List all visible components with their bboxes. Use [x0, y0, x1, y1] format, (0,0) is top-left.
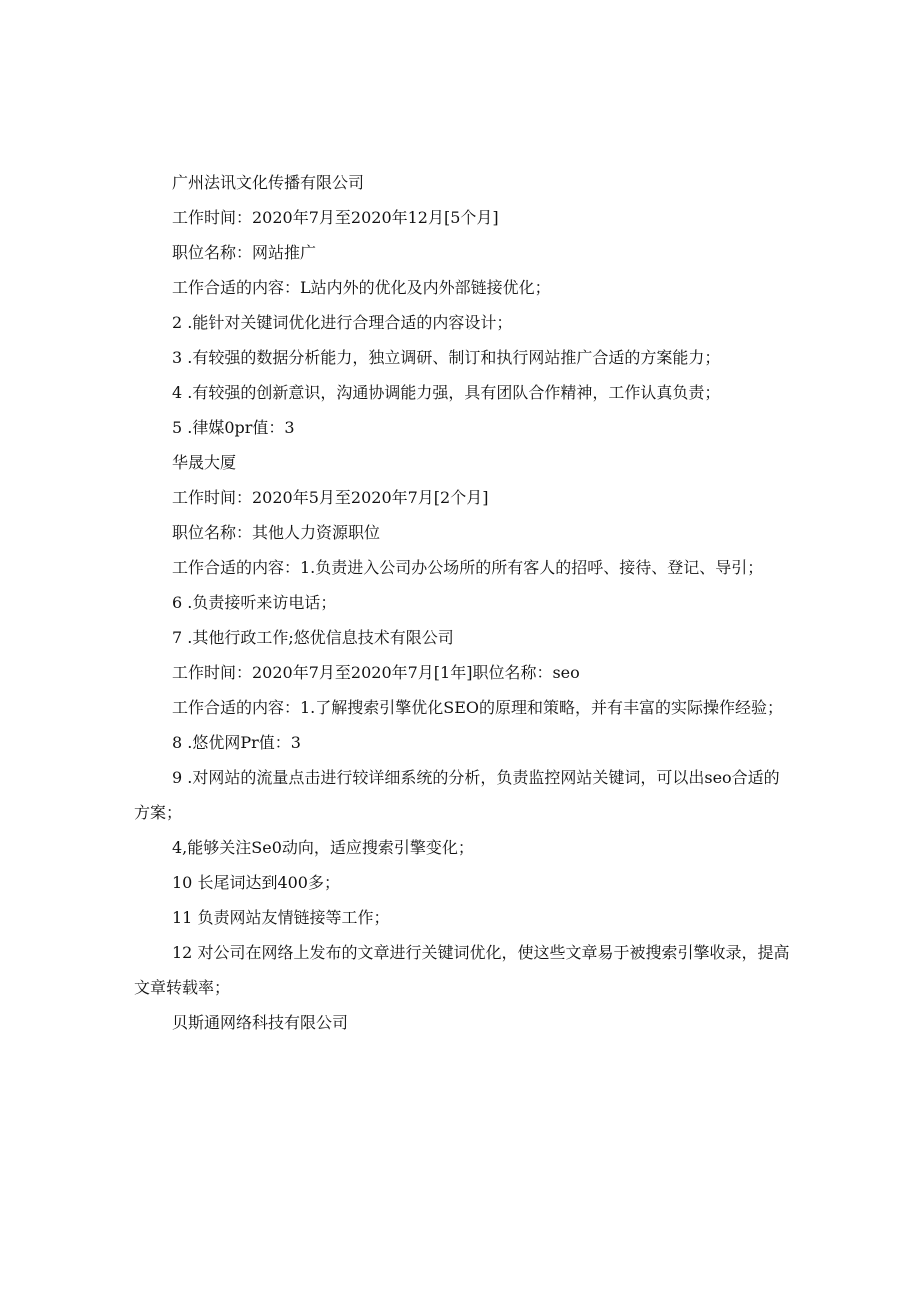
job-content: 工作合适的内容：L站内外的优化及内外部链接优化；: [172, 278, 551, 297]
list-item: 4 .有较强的创新意识，沟通协调能力强，具有团队合作精神，工作认真负责；: [172, 383, 721, 402]
document-body: [134, 165, 794, 1040]
job-title: 职位名称：网站推广: [172, 243, 317, 262]
job-title: 职位名称：其他人力资源职位: [172, 523, 381, 542]
company-name: 广州法讯文化传播有限公司: [172, 173, 365, 192]
list-item: 3 .有较强的数据分析能力，独立调研、制订和执行网站推广合适的方案能力；: [172, 348, 721, 367]
company-name: 贝斯通网络科技有限公司: [172, 1013, 349, 1032]
job-content: 工作合适的内容：1.了解搜索引擎优化SEO的原理和策略，并有丰富的实际操作经验；: [172, 698, 784, 717]
list-item: 11 负责网站友情链接等工作；: [172, 908, 390, 927]
list-item: 5 .律媒0pr值：3: [172, 418, 295, 437]
list-item: 6 .负责接听来访电话；: [172, 593, 337, 612]
list-item: 10 长尾词达到400多；: [172, 873, 340, 892]
list-item: 4,能够关注Se0动向，适应搜索引擎变化；: [172, 838, 474, 857]
job-content: 工作合适的内容：1.负责进入公司办公场所的所有客人的招呼、接待、登记、导引；: [172, 558, 764, 577]
list-item: 12 对公司在网络上发布的文章进行关键词优化，使这些文章易于被搜索引擎收录，提高文章转载率；: [134, 943, 790, 997]
list-item: 7 .其他行政工作;悠优信息技术有限公司: [172, 628, 454, 647]
list-item: 2 .能针对关键词优化进行合理合适的内容设计；: [172, 313, 513, 332]
work-period: 工作时间：2020年5月至2020年7月[2个月]: [172, 488, 489, 507]
work-period: 工作时间：2020年7月至2020年7月[1年]职位名称：seo: [172, 663, 580, 682]
company-name: 华晟大厦: [172, 453, 237, 472]
list-item: 9 .对网站的流量点击进行较详细系统的分析，负责监控网站关键词，可以出seo合适的方案；: [134, 768, 780, 822]
list-item: 8 .悠优网Pr值：3: [172, 733, 301, 752]
work-period: 工作时间：2020年7月至2020年12月[5个月]: [172, 208, 499, 227]
